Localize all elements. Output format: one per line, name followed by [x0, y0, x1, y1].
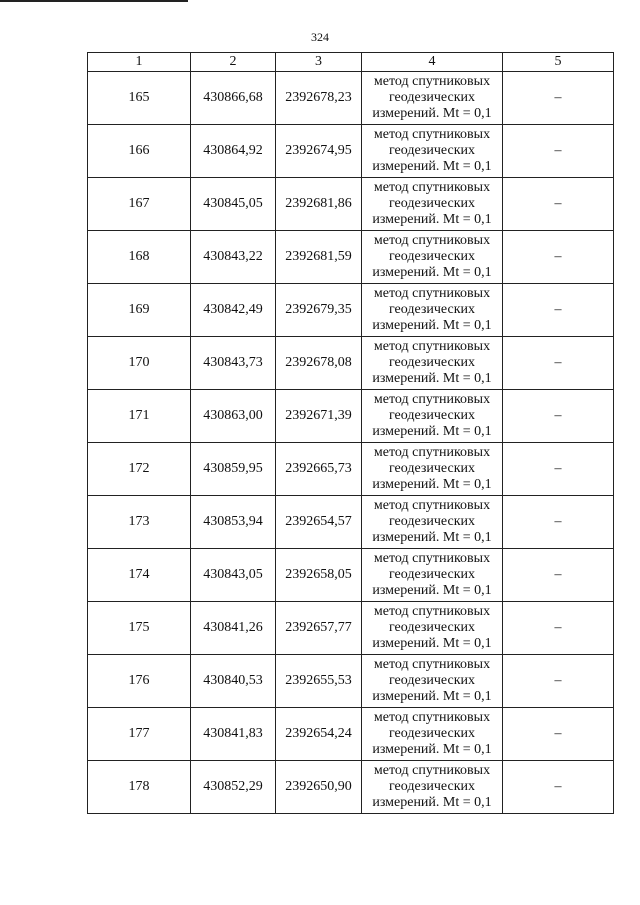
- cell-point-number: 168: [88, 231, 191, 284]
- cell-y-coordinate: 2392674,95: [276, 125, 362, 178]
- cell-y-coordinate: 2392657,77: [276, 602, 362, 655]
- cell-x-coordinate: 430843,22: [191, 231, 276, 284]
- cell-method: метод спутниковых геодезических измерений. Mt = 0,1: [362, 602, 503, 655]
- cell-note: –: [503, 655, 614, 708]
- table-row: [88, 655, 614, 708]
- cell-y-coordinate: 2392658,05: [276, 549, 362, 602]
- cell-x-coordinate: 430864,92: [191, 125, 276, 178]
- cell-method: метод спутниковых геодезических измерений. Mt = 0,1: [362, 337, 503, 390]
- cell-y-coordinate: 2392654,57: [276, 496, 362, 549]
- cell-x-coordinate: 430841,26: [191, 602, 276, 655]
- cell-y-coordinate: 2392678,23: [276, 72, 362, 125]
- cell-note: –: [503, 602, 614, 655]
- cell-note: –: [503, 390, 614, 443]
- cell-method: метод спутниковых геодезических измерений. Mt = 0,1: [362, 178, 503, 231]
- cell-point-number: 176: [88, 655, 191, 708]
- table-row: [88, 125, 614, 178]
- cell-method: метод спутниковых геодезических измерений. Mt = 0,1: [362, 655, 503, 708]
- cell-y-coordinate: 2392681,86: [276, 178, 362, 231]
- table-row: [88, 390, 614, 443]
- table-row: [88, 337, 614, 390]
- page-number: 324: [311, 30, 329, 44]
- cell-y-coordinate: 2392678,08: [276, 337, 362, 390]
- cell-point-number: 173: [88, 496, 191, 549]
- cell-x-coordinate: 430863,00: [191, 390, 276, 443]
- cell-note: –: [503, 231, 614, 284]
- cell-note: –: [503, 549, 614, 602]
- cell-note: –: [503, 496, 614, 549]
- cell-note: –: [503, 443, 614, 496]
- table-row: [88, 443, 614, 496]
- cell-y-coordinate: 2392665,73: [276, 443, 362, 496]
- cell-note: –: [503, 178, 614, 231]
- cell-y-coordinate: 2392655,53: [276, 655, 362, 708]
- cell-note: –: [503, 125, 614, 178]
- cell-point-number: 175: [88, 602, 191, 655]
- column-header: 3: [276, 53, 362, 72]
- cell-x-coordinate: 430843,05: [191, 549, 276, 602]
- column-header: 4: [362, 53, 503, 72]
- cell-note: –: [503, 761, 614, 814]
- table-row: [88, 178, 614, 231]
- cell-y-coordinate: 2392679,35: [276, 284, 362, 337]
- table-row: [88, 284, 614, 337]
- table-row: [88, 231, 614, 284]
- cell-point-number: 169: [88, 284, 191, 337]
- cell-x-coordinate: 430843,73: [191, 337, 276, 390]
- column-header: 2: [191, 53, 276, 72]
- cell-method: метод спутниковых геодезических измерений. Mt = 0,1: [362, 549, 503, 602]
- table-header-row: [88, 53, 614, 72]
- cell-method: метод спутниковых геодезических измерений. Mt = 0,1: [362, 496, 503, 549]
- column-header: 1: [88, 53, 191, 72]
- cell-method: метод спутниковых геодезических измерений. Mt = 0,1: [362, 72, 503, 125]
- cell-point-number: 167: [88, 178, 191, 231]
- cell-point-number: 165: [88, 72, 191, 125]
- cell-y-coordinate: 2392671,39: [276, 390, 362, 443]
- cell-x-coordinate: 430853,94: [191, 496, 276, 549]
- cell-note: –: [503, 708, 614, 761]
- cell-method: метод спутниковых геодезических измерений. Mt = 0,1: [362, 708, 503, 761]
- cell-point-number: 174: [88, 549, 191, 602]
- table-row: [88, 761, 614, 814]
- cell-x-coordinate: 430852,29: [191, 761, 276, 814]
- cell-x-coordinate: 430840,53: [191, 655, 276, 708]
- table-row: [88, 549, 614, 602]
- cell-point-number: 178: [88, 761, 191, 814]
- cell-y-coordinate: 2392681,59: [276, 231, 362, 284]
- cell-x-coordinate: 430842,49: [191, 284, 276, 337]
- cell-point-number: 166: [88, 125, 191, 178]
- cell-point-number: 172: [88, 443, 191, 496]
- cell-x-coordinate: 430866,68: [191, 72, 276, 125]
- cell-method: метод спутниковых геодезических измерений. Mt = 0,1: [362, 761, 503, 814]
- coordinates-table: [87, 52, 614, 814]
- cell-x-coordinate: 430841,83: [191, 708, 276, 761]
- top-rule: [0, 0, 188, 2]
- cell-method: метод спутниковых геодезических измерений. Mt = 0,1: [362, 231, 503, 284]
- cell-y-coordinate: 2392654,24: [276, 708, 362, 761]
- cell-point-number: 170: [88, 337, 191, 390]
- table-row: [88, 496, 614, 549]
- table-row: [88, 602, 614, 655]
- cell-method: метод спутниковых геодезических измерений. Mt = 0,1: [362, 390, 503, 443]
- cell-note: –: [503, 284, 614, 337]
- cell-x-coordinate: 430845,05: [191, 178, 276, 231]
- cell-y-coordinate: 2392650,90: [276, 761, 362, 814]
- cell-method: метод спутниковых геодезических измерений. Mt = 0,1: [362, 284, 503, 337]
- cell-note: –: [503, 337, 614, 390]
- cell-point-number: 171: [88, 390, 191, 443]
- column-header: 5: [503, 53, 614, 72]
- cell-note: –: [503, 72, 614, 125]
- cell-point-number: 177: [88, 708, 191, 761]
- table-row: [88, 72, 614, 125]
- cell-x-coordinate: 430859,95: [191, 443, 276, 496]
- table-row: [88, 708, 614, 761]
- cell-method: метод спутниковых геодезических измерений. Mt = 0,1: [362, 443, 503, 496]
- cell-method: метод спутниковых геодезических измерений. Mt = 0,1: [362, 125, 503, 178]
